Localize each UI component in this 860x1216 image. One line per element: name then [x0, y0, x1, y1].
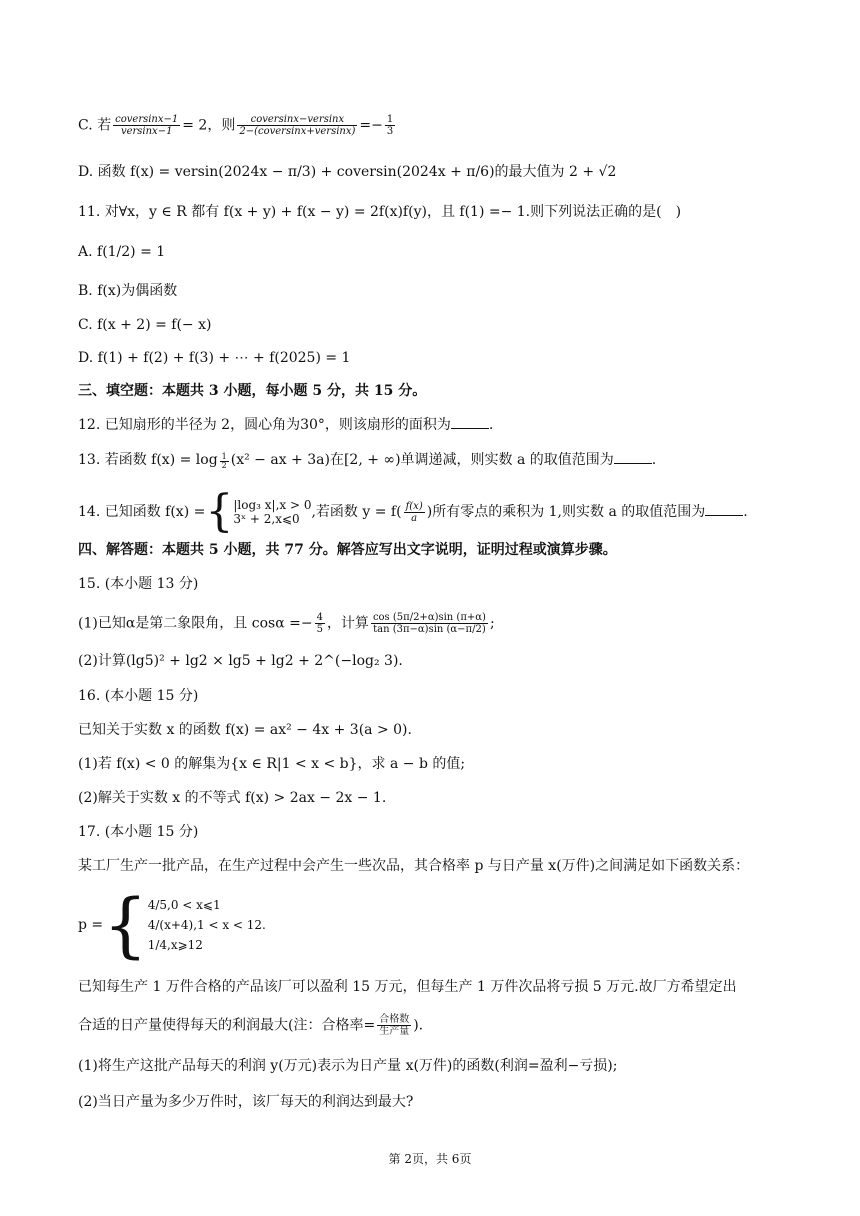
q11-option-b: B. f(x)为偶函数: [78, 283, 178, 299]
text: =−: [359, 117, 383, 134]
option-label: C. 若: [78, 117, 112, 134]
q11-option-d: D. f(1) + f(2) + f(3) + ⋯ + f(2025) = 1: [78, 350, 351, 366]
fraction: $\frac{\text{coversinx−1}}{\text{versinx−1}}$: [115, 114, 179, 137]
text: p =: [78, 917, 104, 933]
text: (1)已知α是第二象限角，且 cosα =−: [78, 615, 313, 632]
brace-icon: {: [103, 884, 148, 966]
text: .: [743, 504, 748, 520]
answer-blank: [705, 501, 743, 516]
q16-head: 16. (本小题 15 分): [78, 688, 199, 704]
q13: [78, 449, 800, 470]
text: ;: [489, 615, 495, 632]
q10-option-c: [78, 114, 800, 137]
q14-text: 14. 已知函数 f(x) =: [78, 504, 206, 520]
text: )所有零点的乘积为 1,则实数 a 的取值范围为: [426, 504, 706, 520]
q12: [78, 414, 800, 435]
q16-part1: (1)若 f(x) < 0 的解集为{x ∈ R|1 < x < b}，求 a − b 的值;: [78, 756, 466, 772]
text: .: [488, 417, 494, 433]
q13-text: 13. 若函数 f(x) = log: [78, 452, 218, 468]
text: = 2，则: [182, 117, 236, 134]
q17-info-line2: [78, 1014, 800, 1037]
fraction: $\frac{\cos (5\pi/2+\alpha)\sin (\pi+\alpha)}{\tan (3\pi-\alpha)\sin (\alpha-\pi/2)}$: [372, 612, 486, 635]
q10-option-d: D. 函数 f(x) = versin(2024x − π/3) + coversin(2024x + π/6)的最大值为 2 + √2: [78, 164, 617, 180]
piecewise-cases: |log₃ x|,x > 0 3ˣ + 2,x⩽0: [233, 498, 312, 526]
q11-option-c: C. f(x + 2) = f(− x): [78, 317, 212, 333]
q17-head: 17. (本小题 15 分): [78, 824, 199, 840]
section-three-heading: 三、填空题：本题共 3 小题，每小题 5 分，共 15 分。: [78, 383, 427, 399]
q15-head: 15. (本小题 13 分): [78, 576, 199, 592]
text: ,若函数 y = f(: [311, 504, 402, 520]
brace-icon: {: [205, 486, 234, 537]
q14: [78, 486, 800, 537]
text: 合适的日产量使得每天的利润最大(注：合格率=: [78, 1017, 376, 1034]
q17-part2: (2)当日产量为多少万件时，该厂每天的利润达到最大?: [78, 1094, 414, 1110]
q15-part1: [78, 612, 800, 635]
log-base: $\frac{1}{2}$: [221, 451, 227, 470]
fraction: $\frac{\text{合格数}}{\text{生产量}}$: [379, 1014, 410, 1037]
text: .: [651, 452, 657, 468]
text: ，计算: [326, 615, 369, 632]
q16-stem: 已知关于实数 x 的函数 f(x) = ax² − 4x + 3(a > 0).: [78, 722, 412, 738]
fraction: $\frac{\text{coversinx−versinx}}{\text{2−(coversinx+versinx)}}$: [239, 114, 356, 137]
fraction: $\frac{1}{3}$: [386, 114, 394, 137]
section-four-heading: 四、解答题：本题共 5 小题，共 77 分。解答应写出文字说明，证明过程或演算步骤。: [78, 542, 617, 558]
q17-stem: 某工厂生产一批产品，在生产过程中会产生一些次品，其合格率 p 与日产量 x(万件)之间满足如下函数关系：: [78, 858, 750, 874]
q12-text: 12. 已知扇形的半径为 2，圆心角为30°，则该扇形的面积为: [78, 417, 451, 433]
text: (x² − ax + 3a)在[2, + ∞)单调递减，则实数 a 的取值范围为: [230, 452, 614, 468]
answer-blank: [614, 449, 652, 464]
q11-stem: 11. 对∀x，y ∈ R 都有 f(x + y) + f(x − y) = 2f(x)f(y)，且 f(1) =− 1.则下列说法正确的是( ): [78, 204, 682, 220]
q16-part2: (2)解关于实数 x 的不等式 f(x) > 2ax − 2x − 1.: [78, 790, 387, 806]
fraction: $\frac{4}{5}$: [316, 612, 323, 635]
fraction: $\frac{f(x)}{a}$: [405, 500, 423, 524]
text: ).: [413, 1017, 424, 1034]
q11-option-a: A. f(1/2) = 1: [78, 244, 166, 260]
q15-part2: (2)计算(lg5)² + lg2 × lg5 + lg2 + 2^(−log₂ 3).: [78, 653, 403, 669]
piecewise-cases: 4/5,0 < x⩽1 4/(x+4),1 < x < 12. 1/4,x⩾12: [147, 898, 266, 952]
page-footer: 第 2页，共 6页: [388, 1152, 472, 1166]
answer-blank: [451, 414, 489, 429]
q17-part1: (1)将生产这批产品每天的利润 y(万元)表示为日产量 x(万件)的函数(利润=盈利−亏损);: [78, 1058, 618, 1074]
q17-piecewise: [78, 884, 800, 968]
q17-info-line1: 已知每生产 1 万件合格的产品该厂可以盈利 15 万元，但每生产 1 万件次品将亏损 5 万元.故厂方希望定出: [78, 979, 737, 995]
